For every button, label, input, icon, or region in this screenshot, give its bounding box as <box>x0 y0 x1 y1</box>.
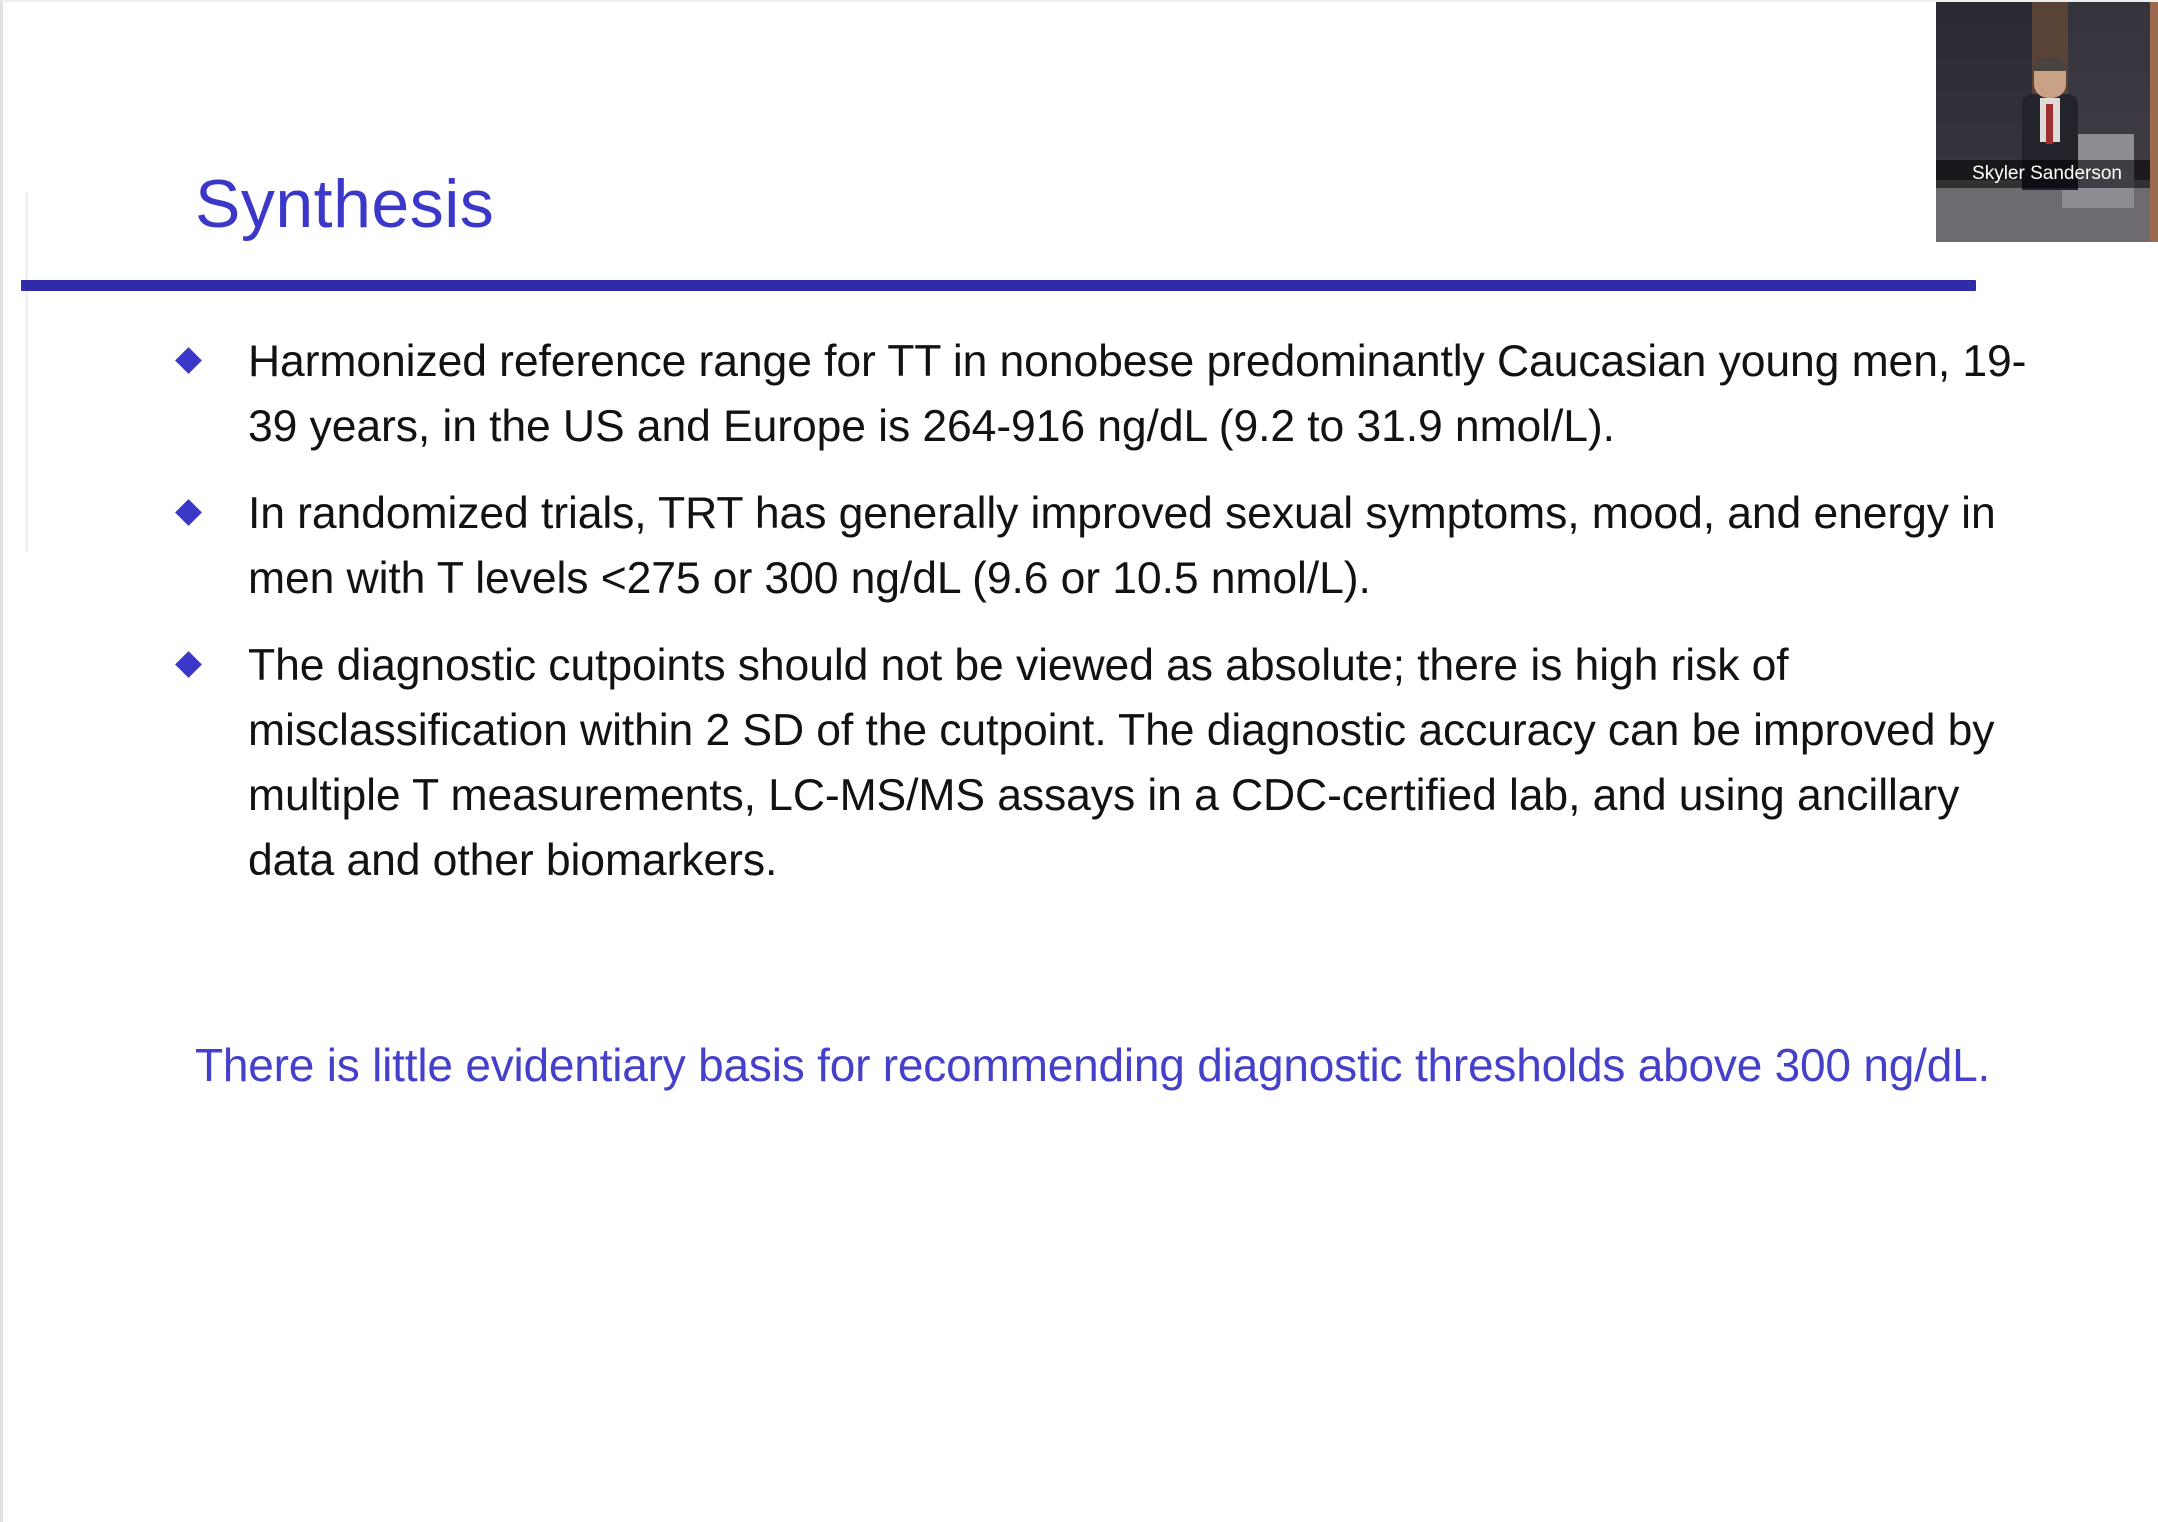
list-item-text: In randomized trials, TRT has generally improved sexual symptoms, mood, and energy in men with T levels <275 or 300 ng/dL (9.6 or 10.5 nmol/L). <box>248 488 1996 603</box>
list-item-text: The diagnostic cutpoints should not be viewed as absolute; there is high risk of misclassification within 2 SD of the cutpoint. The diagnostic accuracy can be improved by multiple T measurements, LC-MS/MS assays in a CDC-certified lab, and using ancillary data and other biomarkers. <box>248 640 1995 885</box>
tile-right-edge <box>2150 2 2158 242</box>
conclusion-statement: There is little evidentiary basis for recommending diagnostic thresholds above 300 ng/dL. <box>195 1039 1991 1091</box>
slide-left-edge-marker <box>25 192 28 552</box>
list-item <box>173 482 2053 612</box>
diamond-bullet-icon <box>175 651 202 678</box>
list-item <box>173 330 2053 460</box>
speaker-tie-shape <box>2046 104 2053 144</box>
list-item-text: Harmonized reference range for TT in nonobese predominantly Caucasian young men, 19-39 years, in the US and Europe is 264-916 ng/dL (9.2 to 31.9 nmol/L). <box>248 337 2027 451</box>
speaker-hair-shape <box>2033 57 2067 71</box>
list-item <box>173 634 2053 894</box>
bullet-list <box>173 330 2053 916</box>
title-underline-rule <box>21 280 1976 291</box>
page-title: Synthesis <box>195 166 495 242</box>
speaker-video-tile[interactable] <box>1936 2 2158 242</box>
diamond-bullet-icon <box>175 347 202 374</box>
diamond-bullet-icon <box>175 499 202 526</box>
speaker-name-label: Skyler Sanderson <box>1936 160 2158 188</box>
